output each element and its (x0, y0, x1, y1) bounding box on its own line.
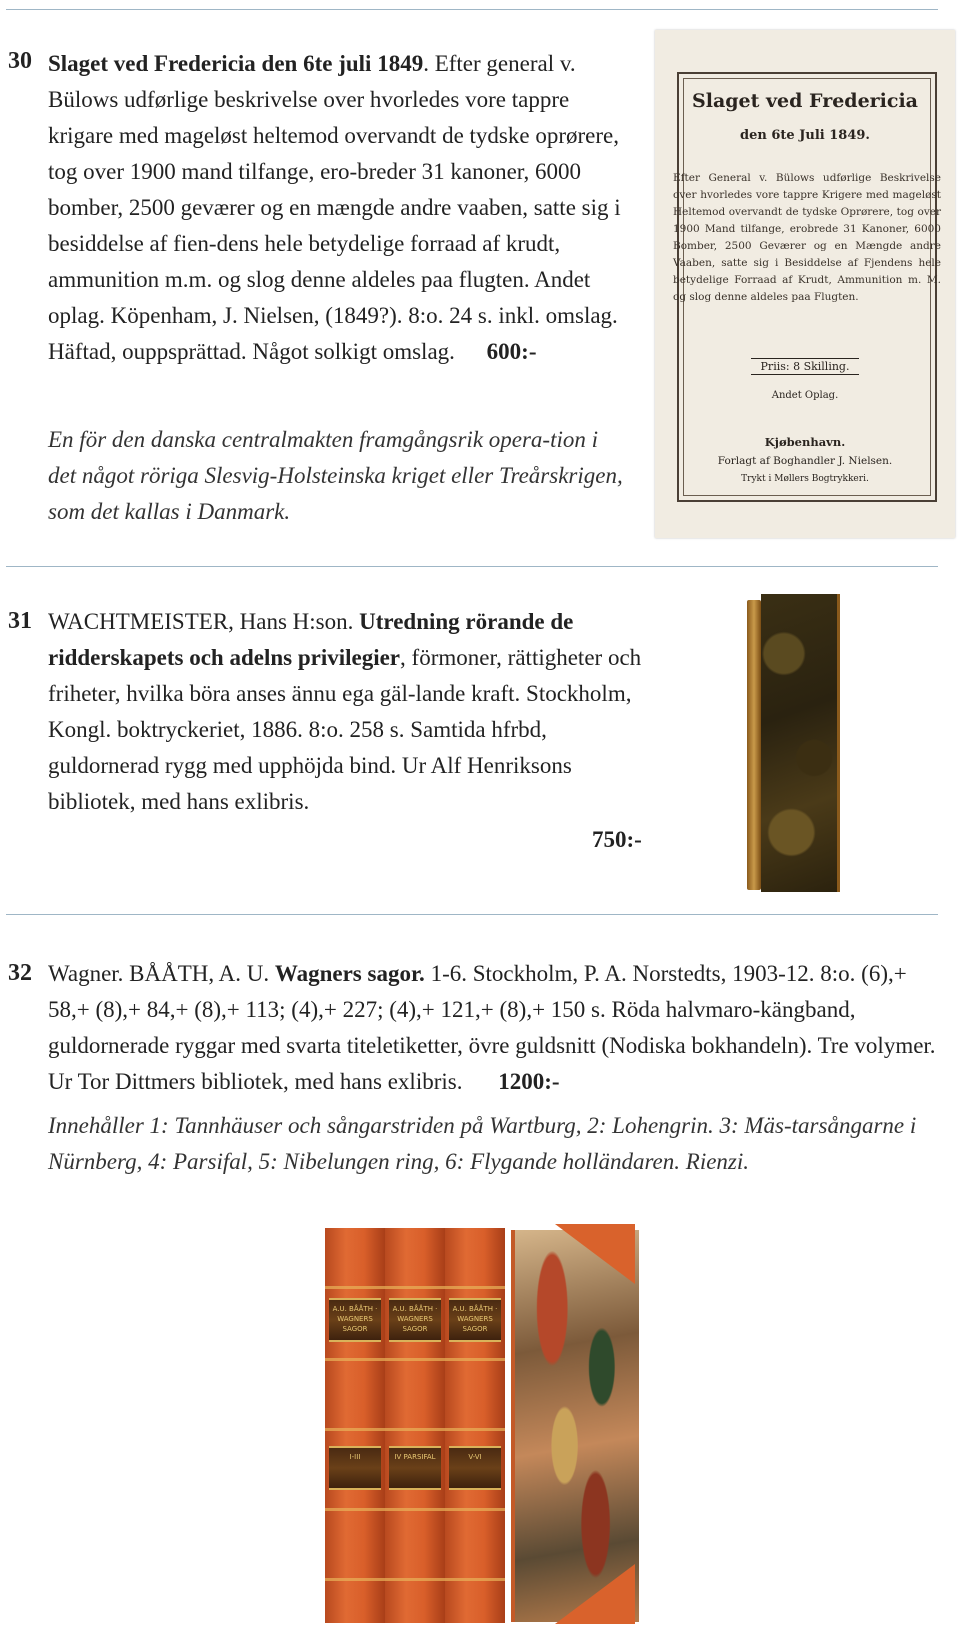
top-divider (6, 9, 938, 10)
spine-title-label: A.U. BÅÅTH · WAGNERS SAGOR (449, 1298, 501, 1342)
title-page-subtitle: den 6te Juli 1849. (740, 128, 870, 143)
entry-note: En för den danska centralmakten framgångsrik opera-tion i det något röriga Slesvig-Holsteinska kriget eller Treårskrigen, som det kallas i Danmark. (48, 427, 623, 524)
entry-title: Utredning rörande de ridderskapets och adelns privilegier (48, 609, 574, 670)
title-page-price: Priis: 8 Skilling. (655, 360, 955, 373)
spine-title-label: A.U. BÅÅTH · WAGNERS SAGOR (389, 1298, 441, 1342)
entry-description (48, 956, 943, 1100)
book-board (761, 594, 840, 892)
entry-description (48, 604, 648, 820)
divider-30-31 (6, 566, 938, 567)
volume-spine-1 (325, 1228, 385, 1623)
entry-author: WACHTMEISTER, Hans H:son. (48, 609, 360, 634)
title-page-publisher: Forlagt af Boghandler J. Nielsen. (717, 455, 893, 467)
entry-note: Innehåller 1: Tannhäuser och sångarstriden på Wartburg, 2: Lohengrin. 3: Mäs-tarsångarne i Nürnberg, 4: Parsifal, 5: Nibelungen ring, 6: Flygande holländaren. Rienzi. (48, 1113, 917, 1174)
entry-price: 600:- (486, 339, 537, 364)
title-page-city: Kjøbenhavn. (764, 435, 846, 449)
title-page-edition: Andet Oplag. (771, 390, 839, 401)
marbled-board (511, 1230, 639, 1622)
entry-title: Slaget ved Fredericia den 6te juli 1849 (48, 51, 424, 76)
entry-author: Wagner. BÅÅTH, A. U. (48, 961, 275, 986)
entry-number: 30 (8, 48, 32, 74)
entry-price: 1200:- (498, 1069, 560, 1094)
entry-details: 1-6. Stockholm, P. A. Norstedts, 1903-12. 8:o. (6),+ 58,+ (8),+ 84,+ (8),+ 113; (4),+ 227; (4),+ 121,+ (8),+ 150 s. Röda halvmaro-kängband, guldornerade ryggar med svarta titeletiketter, övre guldsnitt (Nodiska bokhandeln). Tre volymer. Ur Tor Dittmers bibliotek, med hans exlibris. (48, 961, 936, 1094)
spine-volume-label: V-VI (449, 1446, 501, 1490)
entry-title: Wagners sagor. (274, 961, 425, 986)
volume-spine-3 (445, 1228, 505, 1623)
entry-details: , förmoner, rättigheter och friheter, hvilka böra anses ännu ega gäl-lande kraft. Stockholm, Kongl. boktryckeriet, 1886. 8:o. 258 s. Samtida hfrbd, guldornerad rygg med upphöjda bind. Ur Alf Henriksons bibliotek, med hans exlibris. (48, 645, 642, 814)
book-spine (747, 600, 761, 890)
entry-details: . Efter general v. Bülows udførlige beskrivelse over hvorledes vore tappre krigare med mageløst heltemod overvandt de tydske oprørere, tog over 1900 mand tilfange, ero-breder 31 kanoner, 6000 bomber, 2500 geværer og en mængde andre vaaben, satte sig i besiddelse af fien-dens hele betydelige forraad af krudt, ammunition m.m. og slog denne aldeles paa flugten. Andet oplag. Köpenham, J. Nielsen, (1849?). 8:o. 24 s. inkl. omslag. Häftad, ouppsprättad. Något solkigt omslag. (48, 51, 621, 364)
entry-number: 31 (8, 608, 32, 634)
entry-price: 750:- (592, 827, 642, 852)
spine-title-label: A.U. BÅÅTH · WAGNERS SAGOR (329, 1298, 381, 1342)
title-page-image (655, 30, 955, 538)
spine-volume-label: I-III (329, 1446, 381, 1490)
title-page-title: Slaget ved Fredericia (692, 90, 918, 112)
volume-spine-2 (385, 1228, 445, 1623)
title-page-body: Efter General v. Bülows udførlige Beskrivelse over hvorledes vore tappre Krigere med mageløst Heltemod overvandt de tydske Oprørere, tog over 1900 Mand tilfange, erobrede 31 Kanoner, 6000 Bomber, 2500 Geværer og en Mængde andre Vaaben, satte sig i Besiddelse af Fjendens hele betydelige Forraad af Krudt, Ammunition m. M. og slog denne aldeles paa Flugten. (673, 172, 941, 303)
title-page-printer: Trykt i Møllers Bogtrykkeri. (741, 474, 869, 484)
spine-volume-label: IV PARSIFAL (389, 1446, 441, 1490)
divider-31-32 (6, 914, 938, 915)
three-volumes-photo (325, 1218, 635, 1628)
entry-number: 32 (8, 960, 32, 986)
entry-description (48, 46, 628, 370)
book-photo (747, 594, 839, 894)
